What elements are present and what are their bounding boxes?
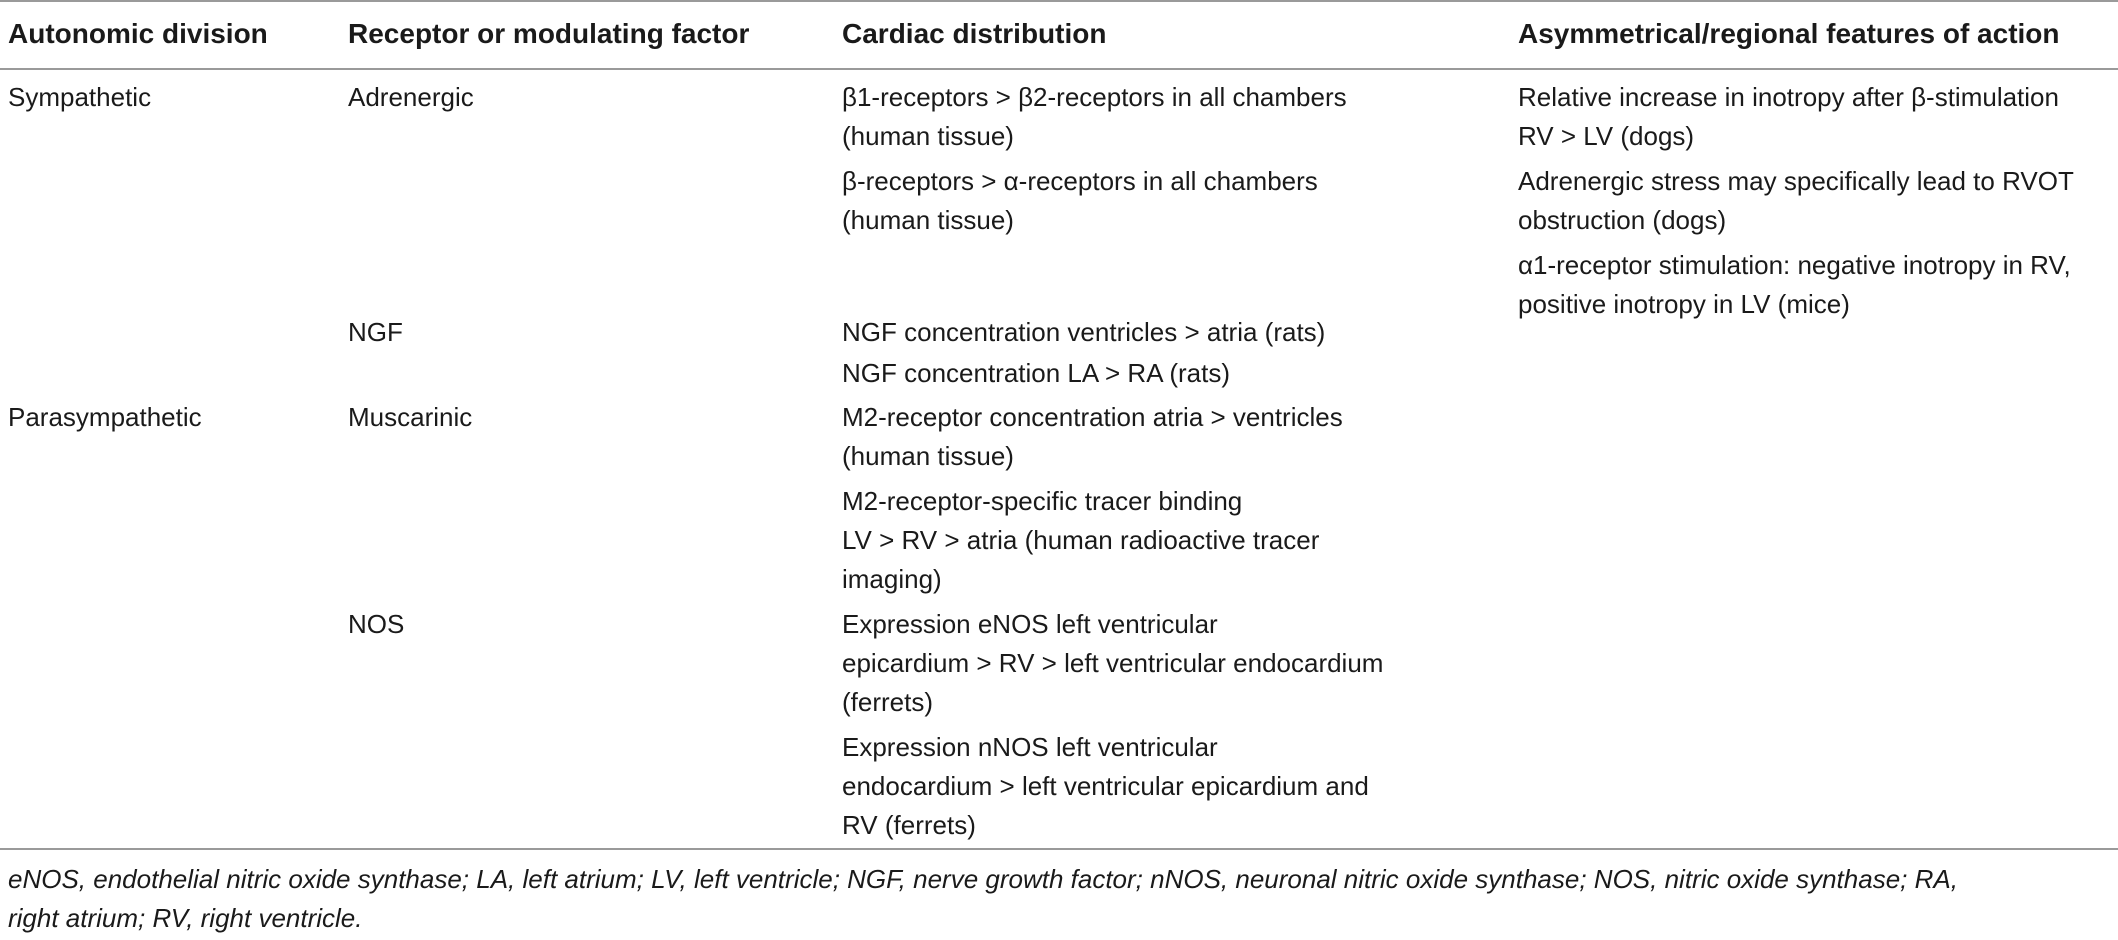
distribution-text: (human tissue) [842,121,1014,151]
table-bottom-rule [0,848,2118,850]
division-parasympathetic: Parasympathetic [8,402,202,432]
distribution-text: NGF concentration ventricles > atria (rats) [842,317,1326,347]
receptor-ngf: NGF [348,317,403,347]
receptor-adrenergic: Adrenergic [348,82,474,112]
distribution-text: (human tissue) [842,441,1014,471]
table-top-rule [0,0,2118,2]
header-autonomic-division: Autonomic division [8,18,268,49]
receptor-nos: NOS [348,609,405,639]
footnote-line: right atrium; RV, right ventricle. [8,903,363,933]
header-rule [0,68,2118,70]
distribution-text: (human tissue) [842,205,1014,235]
distribution-text: RV (ferrets) [842,810,976,840]
distribution-text: (ferrets) [842,687,933,717]
distribution-text: endocardium > left ventricular epicardium and [842,771,1369,801]
feature-text: Relative increase in inotropy after β-stimulation [1518,82,2059,112]
table-footnote [8,860,2108,938]
distribution-text: LV > RV > atria (human radioactive tracer [842,525,1320,555]
header-cardiac-distribution: Cardiac distribution [842,18,1107,49]
receptor-muscarinic: Muscarinic [348,402,473,432]
distribution-text: Expression eNOS left ventricular [842,609,1218,639]
feature-text: positive inotropy in LV (mice) [1518,289,1850,319]
feature-text: α1-receptor stimulation: negative inotropy in RV, [1518,250,2071,280]
distribution-text: β1-receptors > β2-receptors in all chambers [842,82,1347,112]
division-sympathetic: Sympathetic [8,82,152,112]
distribution-text: Expression nNOS left ventricular [842,732,1218,762]
distribution-text: M2-receptor concentration atria > ventricles [842,402,1343,432]
feature-text: Adrenergic stress may specifically lead to RVOT [1518,166,2074,196]
header-regional-features: Asymmetrical/regional features of action [1518,18,2060,49]
distribution-text: β-receptors > α-receptors in all chambers [842,166,1318,196]
feature-text: RV > LV (dogs) [1518,121,1695,151]
footnote-line: eNOS, endothelial nitric oxide synthase; LA, left atrium; LV, left ventricle; NGF, nerve growth factor; nNOS, neuronal nitric oxide synthase; NOS, nitric oxide synthase; RA, [8,864,1958,894]
distribution-text: M2-receptor-specific tracer binding [842,486,1243,516]
distribution-text: imaging) [842,564,942,594]
distribution-text: epicardium > RV > left ventricular endocardium [842,648,1384,678]
feature-text: obstruction (dogs) [1518,205,1727,235]
header-receptor: Receptor or modulating factor [348,18,750,49]
distribution-text: NGF concentration LA > RA (rats) [842,358,1230,388]
